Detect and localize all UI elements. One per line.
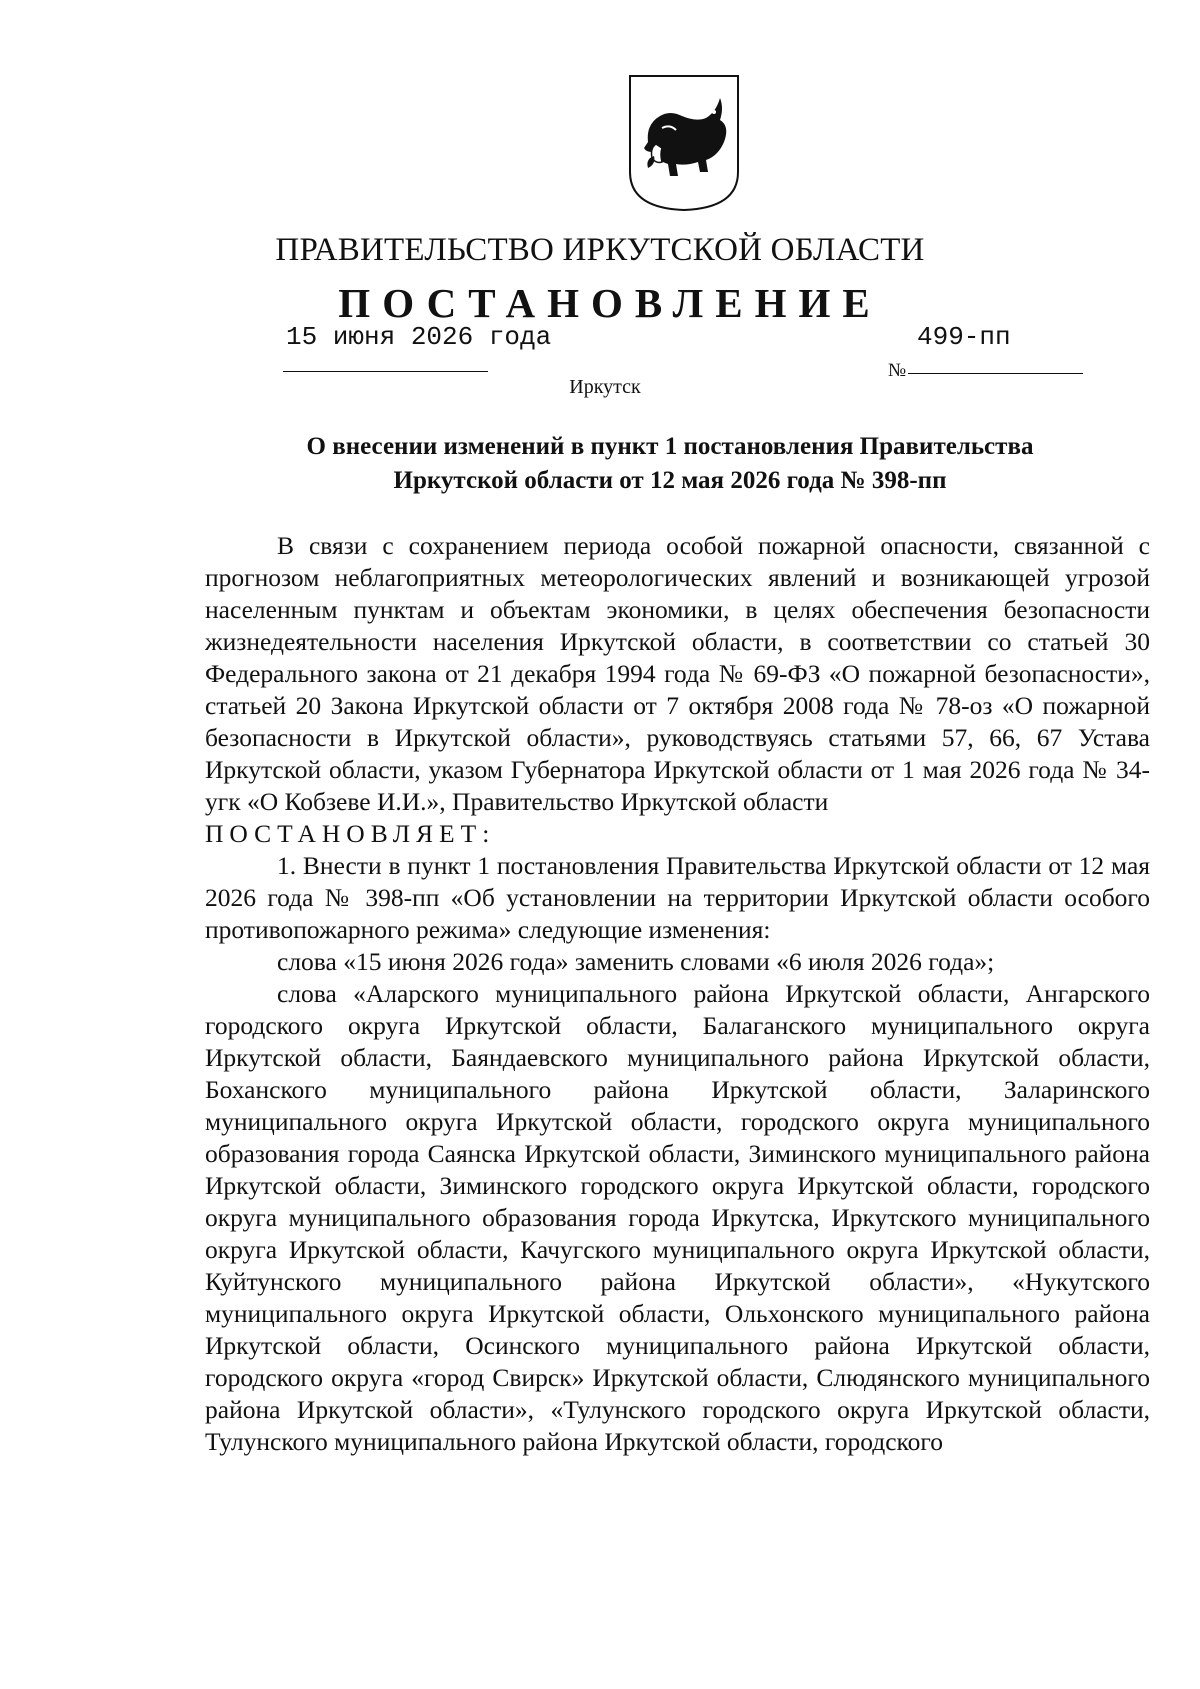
number-underline bbox=[908, 373, 1083, 374]
title-line-2: Иркутской области от 12 мая 2026 года № 398-пп bbox=[393, 467, 947, 494]
organization-name: ПРАВИТЕЛЬСТВО ИРКУТСКОЙ ОБЛАСТИ bbox=[275, 232, 925, 268]
ruling-word: ПОСТАНОВЛЯЕТ: bbox=[205, 819, 496, 848]
coat-of-arms-icon bbox=[626, 72, 742, 212]
document-date: 15 июня 2026 года bbox=[286, 322, 552, 352]
preamble-paragraph: В связи с сохранением периода особой пожарной опасности, связанной с прогнозом неблагоприятных метеорологических явлений и возникающей угрозой населенным пунктам и объектам экономики, в целях обеспечения безопасности жизнедеятельности населения Иркутской области, в соответствии со статьей 30 Федерального закона от 21 декабря 1994 года № 69-ФЗ «О пожарной безопасности», статьей 20 Закона Иркутской области от 7 октября 2008 года № 78-оз «О пожарной безопасности в Иркутской области», руководствуясь статьями 57, 66, 67 Устава Иркутской области, указом Губернатора Иркутской области от 1 мая 2026 года № 34-угк «О Кобзеве И.И.», Правительство Иркутской области bbox=[205, 531, 1150, 816]
city-name: Иркутск bbox=[569, 376, 641, 398]
title-line-1: О внесении изменений в пункт 1 постановления Правительства bbox=[306, 433, 1034, 460]
number-sign: № bbox=[888, 360, 907, 381]
document-type: ПОСТАНОВЛЕНИЕ bbox=[338, 280, 882, 326]
document-body bbox=[205, 530, 1150, 1458]
document-title bbox=[230, 430, 1110, 498]
item-1-paragraph: 1. Внести в пункт 1 постановления Правительства Иркутской области от 12 мая 2026 года № 398-пп «Об установлении на территории Иркутской области особого противопожарного режима» следующие изменения: bbox=[205, 851, 1150, 944]
date-underline bbox=[283, 371, 488, 372]
change-1-paragraph: слова «15 июня 2026 года» заменить словами «6 июля 2026 года»; bbox=[277, 947, 995, 976]
document-number: 499-пп bbox=[917, 322, 1011, 352]
change-2-paragraph: слова «Аларского муниципального района Иркутской области, Ангарского городского округа Иркутской области, Балаганского муниципального округа Иркутской области, Баяндаевского муниципального района Иркутской области, Боханского муниципального района Иркутской области, Заларинского муниципального округа Иркутской области, городского округа муниципального образования города Саянска Иркутской области, Зиминского муниципального района Иркутской области, Зиминского городского округа Иркутской области, городского округа муниципального образования города Иркутска, Иркутского муниципального округа Иркутской области, Качугского муниципального округа Иркутской области, Куйтунского муниципального района Иркутской области», «Нукутского муниципального округа Иркутской области, Ольхонского муниципального района Иркутской области, Осинского муниципального района Иркутской области, городского округа «город Свирск» Иркутской области, Слюдянского муниципального района Иркутской области», «Тулунского городского округа Иркутской области, Тулунского муниципального района Иркутской области, городского bbox=[205, 979, 1150, 1456]
